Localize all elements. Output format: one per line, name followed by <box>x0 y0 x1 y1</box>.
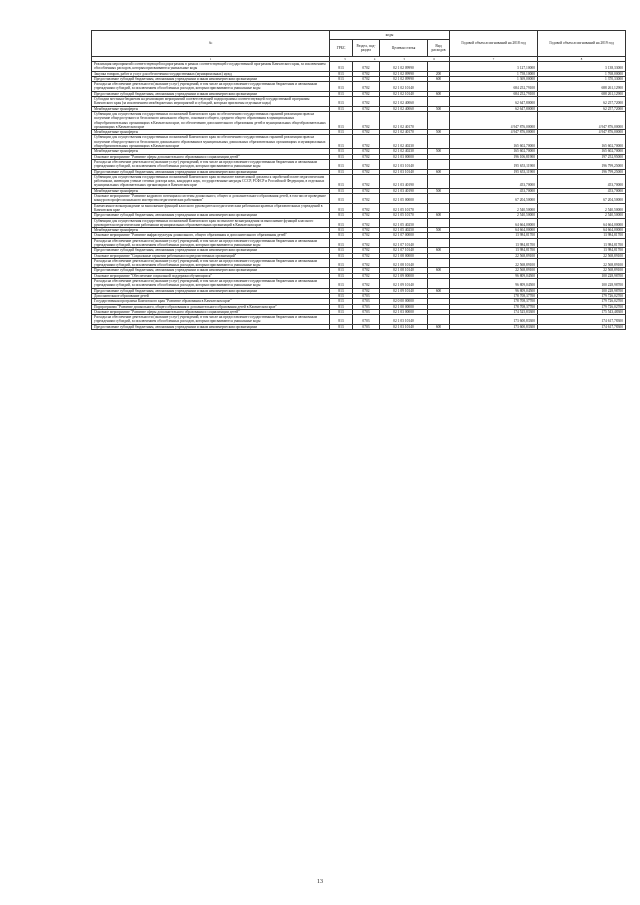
table-row <box>92 218 626 228</box>
row-grbs: 813 <box>330 82 353 92</box>
row-expense-type: 600 <box>428 324 450 329</box>
row-amount-2018: 196 106,81900 <box>450 154 538 159</box>
row-expense-type: 600 <box>428 248 450 253</box>
row-amount-2018: 4 947 876,00000 <box>450 130 538 135</box>
row-amount-2019: 165 602,70000 <box>538 135 626 149</box>
row-grbs: 813 <box>330 233 353 238</box>
row-name: Расходы на обеспечение деятельности (оказание услуг) учреждений, в том числе на предоставление государственным бюджетным и автономным учреждениям субсидий, за исключением обособленных расходов, которым присваиваются уникальные коды <box>92 315 330 325</box>
row-section: 0703 <box>353 309 380 314</box>
row-amount-2018: 174 525,83300 <box>450 309 538 314</box>
row-amount-2018: 13 984,81700 <box>450 238 538 248</box>
row-section: 0702 <box>353 248 380 253</box>
row-amount-2019: 453,70000 <box>538 188 626 193</box>
row-expense-type: 200 <box>428 71 450 76</box>
row-amount-2019: 100 228,98700 <box>538 273 626 278</box>
row-name: Основное мероприятие "Обеспечение социальной поддержки обучающихся" <box>92 273 330 278</box>
row-amount-2018: 1 758,10000 <box>450 71 538 76</box>
row-target-article: 02 1 02 09990 <box>380 76 428 81</box>
column-index: 4 <box>373 57 376 61</box>
column-index: 7 <box>450 57 538 62</box>
row-section: 0702 <box>353 238 380 248</box>
row-amount-2018: 13 984,81700 <box>450 233 538 238</box>
row-section: 0702 <box>353 71 380 76</box>
header-codes: коды <box>330 31 450 40</box>
column-index: 1 <box>92 57 330 62</box>
row-name: Расходы на обеспечение деятельности (оказание услуг) учреждений, в том числе на предоставление государственным бюджетным и автономным учреждениям субсидий, за исключением обособленных расходов, которым присваиваются уникальные коды <box>92 258 330 268</box>
row-amount-2019: 179 726,02700 <box>538 304 626 309</box>
row-expense-type: 500 <box>428 228 450 233</box>
row-name: Межбюджетные трансферты <box>92 130 330 135</box>
row-target-article: 02 1 03 40190 <box>380 174 428 188</box>
row-amount-2019: 179 726,02700 <box>538 299 626 304</box>
row-name: Основное мероприятие "Развитие инфраструктуры дошкольного, общего образования и дополнительного образования детей" <box>92 233 330 238</box>
row-expense-type: 500 <box>428 149 450 154</box>
row-grbs: 813 <box>330 71 353 76</box>
row-target-article: 02 1 09 00000 <box>380 273 428 278</box>
row-name: Предоставление субсидий бюджетным, автономным учреждениям и иным некоммерческим организациям <box>92 268 330 273</box>
row-amount-2019: 22 568,89100 <box>538 268 626 273</box>
row-target-article: 02 1 02 09990 <box>380 62 428 72</box>
table-row <box>92 279 626 289</box>
row-target-article: 02 1 07 00000 <box>380 233 428 238</box>
row-amount-2018: 22 568,89100 <box>450 268 538 273</box>
row-expense-type <box>428 82 450 92</box>
row-name: Предоставление субсидий бюджетным, автономным учреждениям и иным некоммерческим организациям <box>92 91 330 96</box>
header-section: Раздел, под-раздел <box>353 40 380 57</box>
row-grbs: 813 <box>330 130 353 135</box>
row-grbs: 813 <box>330 309 353 314</box>
row-grbs: 813 <box>330 169 353 174</box>
table-row <box>92 324 626 329</box>
row-expense-type <box>428 62 450 72</box>
row-target-article: 02 1 08 00000 <box>380 253 428 258</box>
row-amount-2018: 22 568,89100 <box>450 253 538 258</box>
table-row <box>92 62 626 72</box>
row-expense-type <box>428 315 450 325</box>
row-name: Предоставление субсидий бюджетным, автономным учреждениям и иным некоммерческим организациям <box>92 248 330 253</box>
row-amount-2018: 178 708,37700 <box>450 293 538 298</box>
row-target-article: 02 1 09 10140 <box>380 288 428 293</box>
row-target-article: 02 1 05 40250 <box>380 228 428 233</box>
row-section: 0702 <box>353 111 380 129</box>
row-section: 0702 <box>353 288 380 293</box>
row-expense-type: 500 <box>428 188 450 193</box>
row-amount-2019: 2 540,50000 <box>538 203 626 213</box>
row-target-article: 02 1 03 10140 <box>380 315 428 325</box>
row-target-article: 02 1 09 10140 <box>380 279 428 289</box>
row-section: 0702 <box>353 154 380 159</box>
row-section: 0702 <box>353 106 380 111</box>
row-target-article: 02 1 02 40060 <box>380 97 428 107</box>
row-name: Ежемесячное вознаграждение за выполнение функций классного руководителя педагогическим работникам краевых образовательных учреждений в Камчатском крае <box>92 203 330 213</box>
row-amount-2018: 64 664,00000 <box>450 218 538 228</box>
row-grbs: 813 <box>330 279 353 289</box>
row-section: 0702 <box>353 233 380 238</box>
header-year-2019: Годовой объем ассигнований на 2019 год <box>538 31 626 57</box>
row-amount-2019: 196 799,25000 <box>538 159 626 169</box>
row-amount-2018: 3 127,10000 <box>450 62 538 72</box>
row-section: 0702 <box>353 159 380 169</box>
row-grbs: 813 <box>330 299 353 304</box>
row-amount-2019: 179 726,02700 <box>538 293 626 298</box>
row-target-article: 02 1 03 10140 <box>380 159 428 169</box>
row-section: 0702 <box>353 149 380 154</box>
row-grbs: 813 <box>330 159 353 169</box>
row-amount-2019: 62 257,72000 <box>538 97 626 107</box>
row-expense-type <box>428 135 450 149</box>
row-amount-2019: 4 947 876,00000 <box>538 130 626 135</box>
row-grbs: 813 <box>330 106 353 111</box>
row-name: Субвенции для осуществления государственных полномочий Камчатского края по обеспечению государственных гарантий реализации прав на получение общедоступного и бесплатного начального общего, основного общего, среднего общего образования в муниципальных общеобразовательных организациях в Камчатском крае, по обеспечению дополнительного образования детей в муниципальных общеобразовательных организациях в Камчатском крае <box>92 111 330 129</box>
row-amount-2019: 64 664,00000 <box>538 218 626 228</box>
row-grbs: 813 <box>330 248 353 253</box>
row-name: Субвенции для осуществления государственных полномочий Камчатского края по выплате ежемесячной доплаты к заработной плате педагогическим работникам, имеющим ученые степени доктора наук, кандидата наук, государственные награды СССР, РСФСР и Российской Федерации, в отдельных муниципальных образовательных организациях в Камчатском крае <box>92 174 330 188</box>
row-grbs: 813 <box>330 218 353 228</box>
row-section: 0703 <box>353 299 380 304</box>
row-section: 0702 <box>353 194 380 204</box>
table-row <box>92 111 626 129</box>
row-name: Межбюджетные трансферты <box>92 188 330 193</box>
row-name: Основное мероприятие "Развитие кадрового потенциала системы дошкольного, общего и дополнительного образования детей, в том числе проведение конкурсов профессионального мастерства педагогических работников" <box>92 194 330 204</box>
table-row <box>92 238 626 248</box>
row-amount-2019: 3 138,33000 <box>538 62 626 72</box>
row-grbs: 813 <box>330 315 353 325</box>
row-amount-2019: 175 543,48300 <box>538 309 626 314</box>
row-amount-2019: 174 617,78300 <box>538 315 626 325</box>
row-amount-2018: 178 708,37700 <box>450 299 538 304</box>
row-amount-2018: 453,70000 <box>450 174 538 188</box>
row-section: 0703 <box>353 324 380 329</box>
row-name: Предоставление субсидий бюджетным, автономным учреждениям и иным некоммерческим организациям <box>92 213 330 218</box>
row-expense-type <box>428 279 450 289</box>
row-name: Предоставление субсидий бюджетным, автономным учреждениям и иным некоммерческим организациям <box>92 324 330 329</box>
row-section: 0702 <box>353 188 380 193</box>
row-section: 0702 <box>353 253 380 258</box>
row-target-article: 02 1 03 00000 <box>380 154 428 159</box>
row-amount-2018: 453,70000 <box>450 188 538 193</box>
table-body <box>92 62 626 330</box>
row-target-article: 02 1 02 10140 <box>380 82 428 92</box>
row-name: Субсидии местным бюджетам на реализацию мероприятий соответствующей подпрограммы соответствующей государственной программы Камчатского края (за исключением межбюджетных мероприятий и субсидий, которым присвоены отдельные коды) <box>92 97 330 107</box>
row-name: Межбюджетные трансферты <box>92 106 330 111</box>
row-grbs: 813 <box>330 188 353 193</box>
row-amount-2018: 64 664,00000 <box>450 228 538 233</box>
table-row <box>92 315 626 325</box>
row-amount-2018: 195 653,11900 <box>450 159 538 169</box>
row-amount-2018: 178 708,37700 <box>450 304 538 309</box>
row-grbs: 813 <box>330 253 353 258</box>
table-row <box>92 203 626 213</box>
row-section: 0703 <box>353 293 380 298</box>
column-index: 3 <box>344 57 346 61</box>
column-index: 6 <box>433 57 435 61</box>
row-expense-type: 600 <box>428 213 450 218</box>
column-index: 8 <box>538 57 626 62</box>
row-amount-2019: 22 568,89100 <box>538 253 626 258</box>
row-amount-2019: 1 370,33000 <box>538 76 626 81</box>
row-amount-2019: 13 984,81700 <box>538 233 626 238</box>
row-amount-2019: 62 257,72000 <box>538 106 626 111</box>
header-number: № <box>92 31 330 57</box>
row-section: 0702 <box>353 169 380 174</box>
table-row <box>92 159 626 169</box>
row-amount-2019: 196 799,25000 <box>538 169 626 174</box>
row-section: 0702 <box>353 62 380 72</box>
row-name: Субвенции для осуществления государственных полномочий Камчатского края по выплате вознаграждения за выполнение функций классного руководителя педагогическим работникам муниципальных образовательных организаций в Камчатском крае <box>92 218 330 228</box>
row-section: 0702 <box>353 97 380 107</box>
row-amount-2019: 453,70000 <box>538 174 626 188</box>
header-target-article: Целевая статья <box>380 40 428 57</box>
table-row <box>92 258 626 268</box>
row-expense-type <box>428 194 450 204</box>
row-grbs: 813 <box>330 293 353 298</box>
row-name: Предоставление субсидий бюджетным, автономным учреждениям и иным некоммерческим организациям <box>92 76 330 81</box>
row-target-article: 02 1 03 00000 <box>380 309 428 314</box>
row-grbs: 813 <box>330 228 353 233</box>
row-section: 0702 <box>353 130 380 135</box>
row-expense-type <box>428 218 450 228</box>
row-section: 0702 <box>353 82 380 92</box>
row-amount-2018: 13 984,81700 <box>450 248 538 253</box>
row-grbs: 813 <box>330 76 353 81</box>
row-amount-2019: 2 540,50000 <box>538 213 626 218</box>
table-row <box>92 174 626 188</box>
row-amount-2019: 13 984,81700 <box>538 248 626 253</box>
row-grbs: 813 <box>330 149 353 154</box>
row-expense-type: 600 <box>428 288 450 293</box>
row-amount-2018: 62 647,80000 <box>450 97 538 107</box>
row-amount-2018: 165 602,70000 <box>450 149 538 154</box>
row-amount-2019: 67 204,50000 <box>538 194 626 204</box>
row-expense-type <box>428 111 450 129</box>
row-target-article: 02 1 00 00000 <box>380 304 428 309</box>
row-name: Расходы на обеспечение деятельности (оказание услуг) учреждений, в том числе на предоставление государственным бюджетным и автономным учреждениям субсидий, за исключением обособленных расходов, которым присваиваются уникальные коды <box>92 159 330 169</box>
row-expense-type <box>428 238 450 248</box>
row-grbs: 813 <box>330 111 353 129</box>
row-grbs: 813 <box>330 203 353 213</box>
row-target-article: 02 1 08 10140 <box>380 268 428 273</box>
row-section: 0703 <box>353 315 380 325</box>
row-amount-2019: 13 984,81700 <box>538 238 626 248</box>
row-name: Основное мероприятие "Социальные гарантии работникам подведомственных организаций" <box>92 253 330 258</box>
row-section: 0703 <box>353 304 380 309</box>
row-target-article: 02 1 05 10170 <box>380 203 428 213</box>
row-grbs: 813 <box>330 213 353 218</box>
row-expense-type: 600 <box>428 91 450 96</box>
row-grbs: 813 <box>330 154 353 159</box>
row-target-article: 02 1 02 40230 <box>380 149 428 154</box>
row-target-article: 02 1 05 10170 <box>380 213 428 218</box>
row-target-article: 02 1 03 10140 <box>380 324 428 329</box>
row-target-article: 02 0 00 00000 <box>380 299 428 304</box>
row-section: 0702 <box>353 273 380 278</box>
row-grbs: 813 <box>330 135 353 149</box>
row-grbs: 813 <box>330 97 353 107</box>
row-amount-2018: 62 647,80000 <box>450 106 538 111</box>
row-target-article: 02 1 02 40170 <box>380 130 428 135</box>
row-grbs: 813 <box>330 91 353 96</box>
row-name: Подпрограмма "Развитие дошкольного, общего образования и дополнительного образования детей в Камчатском крае" <box>92 304 330 309</box>
row-amount-2019: 174 617,78300 <box>538 324 626 329</box>
row-target-article: 02 1 02 10140 <box>380 91 428 96</box>
row-section: 0702 <box>353 213 380 218</box>
row-amount-2019: 165 602,70000 <box>538 149 626 154</box>
row-target-article: 02 1 05 40250 <box>380 218 428 228</box>
row-target-article: 02 1 03 10140 <box>380 169 428 174</box>
row-name: Межбюджетные трансферты <box>92 228 330 233</box>
row-name: Закупка товаров, работ и услуг для обеспечения государственных (муниципальных) нужд <box>92 71 330 76</box>
row-name: Основное мероприятие "Развитие сферы дополнительного образования и социализации детей" <box>92 154 330 159</box>
row-amount-2018: 1 369,00000 <box>450 76 538 81</box>
row-grbs: 813 <box>330 174 353 188</box>
row-section: 0702 <box>353 174 380 188</box>
row-amount-2018: 96 809,04500 <box>450 288 538 293</box>
page-number: 13 <box>317 879 323 885</box>
row-amount-2018: 684 252,79100 <box>450 82 538 92</box>
header-expense-type: Вид расходов <box>428 40 450 57</box>
row-amount-2019: 22 568,89100 <box>538 258 626 268</box>
row-amount-2018: 173 600,83300 <box>450 324 538 329</box>
row-grbs: 813 <box>330 238 353 248</box>
row-section: 0702 <box>353 228 380 233</box>
row-target-article: 02 1 05 00000 <box>380 194 428 204</box>
row-expense-type: 600 <box>428 169 450 174</box>
row-expense-type: 500 <box>428 130 450 135</box>
row-target-article: 02 1 02 40170 <box>380 111 428 129</box>
row-amount-2018: 684 252,79100 <box>450 91 538 96</box>
row-target-article: 02 1 02 40060 <box>380 106 428 111</box>
row-amount-2019: 100 228,98700 <box>538 288 626 293</box>
row-expense-type <box>428 203 450 213</box>
row-amount-2018: 195 653,11900 <box>450 169 538 174</box>
row-name: Основное мероприятие "Развитие сферы дополнительного образования и социализации детей" <box>92 309 330 314</box>
header-grbs: ГРБС <box>330 40 353 57</box>
table-row <box>92 82 626 92</box>
row-grbs: 813 <box>330 324 353 329</box>
row-section: 0702 <box>353 218 380 228</box>
row-amount-2018: 165 602,70000 <box>450 135 538 149</box>
row-amount-2019: 64 664,00000 <box>538 228 626 233</box>
row-name: Межбюджетные трансферты <box>92 149 330 154</box>
row-amount-2018: 173 600,83300 <box>450 315 538 325</box>
row-expense-type: 600 <box>428 76 450 81</box>
row-expense-type <box>428 159 450 169</box>
row-amount-2018: 96 809,04500 <box>450 279 538 289</box>
row-grbs: 813 <box>330 288 353 293</box>
row-amount-2019: 4 947 876,00000 <box>538 111 626 129</box>
row-expense-type <box>428 174 450 188</box>
row-amount-2018: 96 809,04500 <box>450 273 538 278</box>
row-target-article: 02 1 03 40190 <box>380 188 428 193</box>
row-amount-2019: 688 261,12900 <box>538 91 626 96</box>
row-target-article: 02 1 08 10140 <box>380 258 428 268</box>
row-amount-2018: 2 540,50000 <box>450 213 538 218</box>
row-section: 0702 <box>353 76 380 81</box>
row-grbs: 813 <box>330 258 353 268</box>
row-name: Реализация мероприятий соответствующей подпрограммы в рамках соответствующей государственной программы Камчатского края, за исключением обособленных расходов, которым присваиваются уникальные коды <box>92 62 330 72</box>
header-year-2018: Годовой объем ассигнований на 2018 год <box>450 31 538 57</box>
row-target-article: 02 1 07 10140 <box>380 238 428 248</box>
row-amount-2019: 197 252,95000 <box>538 154 626 159</box>
row-amount-2018: 67 204,50000 <box>450 194 538 204</box>
row-grbs: 813 <box>330 194 353 204</box>
row-name: Расходы на обеспечение деятельности (оказание услуг) учреждений, в том числе на предоставление государственным бюджетным и автономным учреждениям субсидий, за исключением обособленных расходов, которым присваиваются уникальные коды <box>92 82 330 92</box>
row-expense-type: 600 <box>428 268 450 273</box>
row-grbs: 813 <box>330 62 353 72</box>
row-name: Расходы на обеспечение деятельности (оказание услуг) учреждений, в том числе на предоставление государственным бюджетным и автономным учреждениям субсидий, за исключением обособленных расходов, которым присваиваются уникальные коды <box>92 238 330 248</box>
row-amount-2019: 1 768,00000 <box>538 71 626 76</box>
row-section: 0702 <box>353 258 380 268</box>
table-row <box>92 97 626 107</box>
row-name: Дополнительное образование детей <box>92 293 330 298</box>
row-name: Предоставление субсидий бюджетным, автономным учреждениям и иным некоммерческим организациям <box>92 288 330 293</box>
row-amount-2019: 688 261,12900 <box>538 82 626 92</box>
column-index: 5 <box>403 57 406 61</box>
row-expense-type: 500 <box>428 106 450 111</box>
row-name: Предоставление субсидий бюджетным, автономным учреждениям и иным некоммерческим организациям <box>92 169 330 174</box>
row-expense-type <box>428 97 450 107</box>
row-section: 0702 <box>353 279 380 289</box>
row-amount-2019: 100 228,98700 <box>538 279 626 289</box>
row-section: 0702 <box>353 203 380 213</box>
row-section: 0702 <box>353 268 380 273</box>
budget-table <box>91 30 626 330</box>
row-target-article: 02 1 02 40230 <box>380 135 428 149</box>
row-grbs: 813 <box>330 304 353 309</box>
row-target-article: 02 1 02 09990 <box>380 71 428 76</box>
row-section: 0702 <box>353 91 380 96</box>
row-name: Субвенции для осуществления государственных полномочий Камчатского края по обеспечению государственных гарантий реализации прав на получение общедоступного и бесплатного дошкольного образования в муниципальных дошкольных образовательных организациях и муниципальных общеобразовательных организациях в Камчатском крае <box>92 135 330 149</box>
row-amount-2018: 4 947 876,00000 <box>450 111 538 129</box>
row-expense-type <box>428 258 450 268</box>
row-grbs: 813 <box>330 273 353 278</box>
row-name: Государственная программа Камчатского края "Развитие образования в Камчатском крае" <box>92 299 330 304</box>
row-name: Расходы на обеспечение деятельности (оказание услуг) учреждений, в том числе на предоставление государственным бюджетным и автономным учреждениям субсидий, за исключением обособленных расходов, которым присваиваются уникальные коды <box>92 279 330 289</box>
row-grbs: 813 <box>330 268 353 273</box>
table-row <box>92 135 626 149</box>
row-amount-2018: 22 568,89100 <box>450 258 538 268</box>
table-row <box>92 194 626 204</box>
row-section: 0702 <box>353 135 380 149</box>
row-amount-2018: 2 540,50000 <box>450 203 538 213</box>
row-target-article: 02 1 07 10140 <box>380 248 428 253</box>
